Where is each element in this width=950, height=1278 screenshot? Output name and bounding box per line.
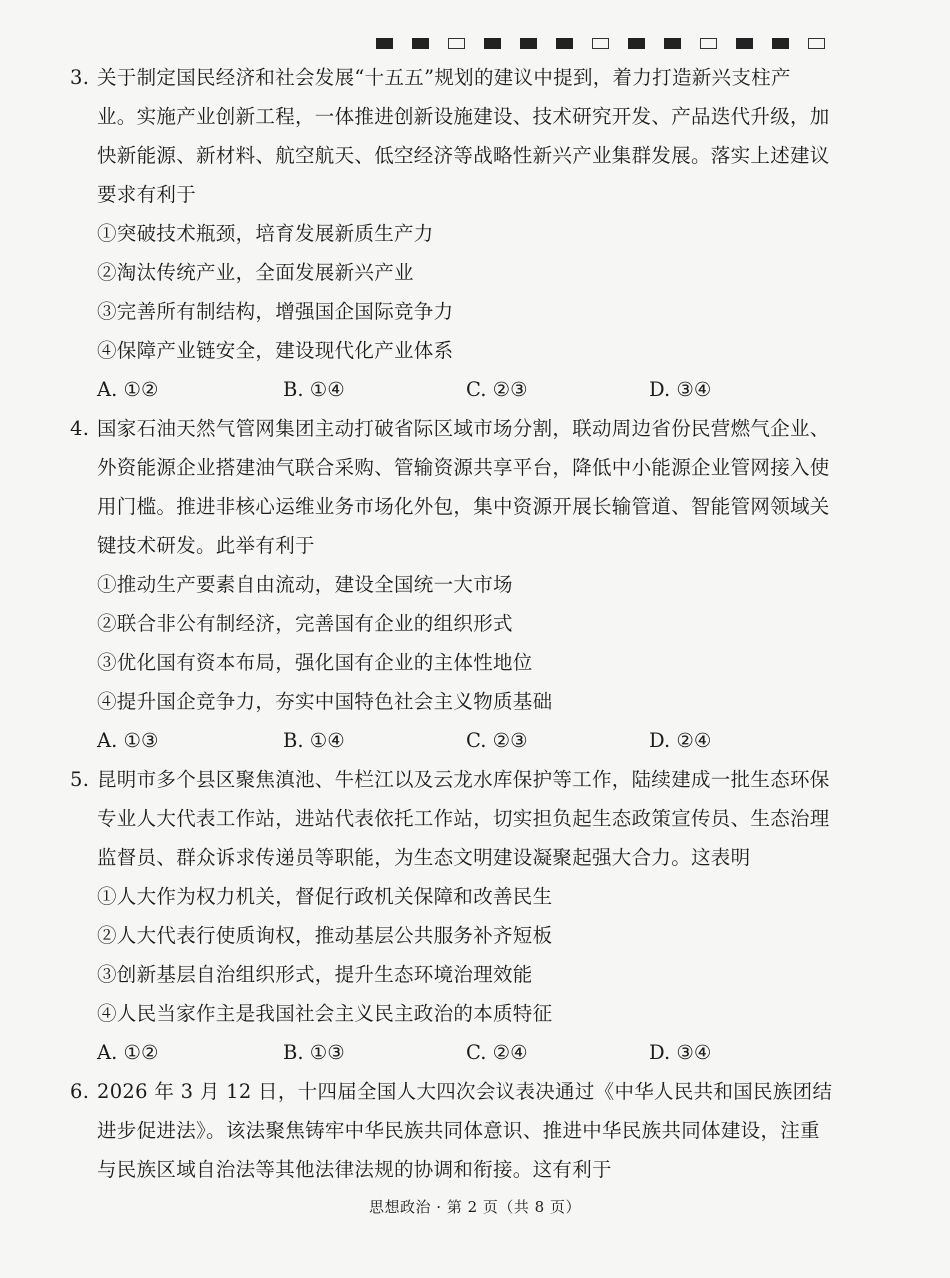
question-stem-line: 监督员、群众诉求传递员等职能，为生态文明建设凝聚起强大合力。这表明 [97, 846, 751, 869]
question-stem-line: 6. 2026 年 3 月 12 日，十四届全国人大四次会议表决通过《中华人民共和国民族团结 [70, 1072, 860, 1111]
answer-choice-c[interactable]: C. ②④ [466, 1041, 528, 1064]
question-stem-line: 业。实施产业创新工程，一体推进创新设施建设、技术研究开发、产品迭代升级，加 [97, 105, 830, 128]
option-statement: ①突破技术瓶颈，培育发展新质生产力 [97, 222, 434, 245]
option-statement: ②联合非公有制经济，完善国有企业的组织形式 [97, 612, 513, 635]
scan-mark [556, 38, 573, 49]
question-stem-line: 快新能源、新材料、航空航天、低空经济等战略性新兴产业集群发展。落实上述建议 [97, 144, 830, 167]
answer-choice-b[interactable]: B. ①③ [283, 1041, 345, 1064]
scan-mark [520, 38, 537, 49]
option-statement: ③优化国有资本布局，强化国有企业的主体性地位 [97, 651, 533, 674]
option-statement: ①人大作为权力机关，督促行政机关保障和改善民生 [97, 885, 553, 908]
scan-mark [448, 38, 465, 49]
question-stem-line: 外资能源企业搭建油气联合采购、管输资源共享平台，降低中小能源企业管网接入使 [97, 456, 830, 479]
answer-choice-d[interactable]: D. ②④ [649, 729, 712, 752]
scan-marks [376, 38, 844, 50]
option-statement: ③完善所有制结构，增强国企国际竞争力 [97, 300, 454, 323]
option-statement: ②淘汰传统产业，全面发展新兴产业 [97, 261, 414, 284]
answer-choice-b[interactable]: B. ①④ [283, 729, 345, 752]
answer-choice-c[interactable]: C. ②③ [466, 378, 528, 401]
question-number: 5. [70, 768, 90, 791]
question-stem-line: 键技术研发。此举有利于 [97, 534, 315, 557]
scan-mark [808, 38, 825, 49]
scan-mark [700, 38, 717, 49]
scan-mark [736, 38, 753, 49]
question-stem-line: 进步促进法》。该法聚焦铸牢中华民族共同体意识、推进中华民族共同体建设，注重 [97, 1119, 820, 1142]
question-stem-line: 用门槛。推进非核心运维业务市场化外包，集中资源开展长输管道、智能管网领域关 [97, 495, 830, 518]
question-number: 6. [70, 1080, 90, 1103]
question-stem-line: 专业人大代表工作站，进站代表依托工作站，切实担负起生态政策宣传员、生态治理 [97, 807, 830, 830]
option-statement: ④保障产业链安全，建设现代化产业体系 [97, 339, 454, 362]
scan-mark [412, 38, 429, 49]
option-statement: ③创新基层自治组织形式，提升生态环境治理效能 [97, 963, 533, 986]
answer-choice-a[interactable]: A. ①② [97, 378, 159, 401]
answer-choice-d[interactable]: D. ③④ [649, 1041, 712, 1064]
option-statement: ④提升国企竞争力，夯实中国特色社会主义物质基础 [97, 690, 553, 713]
question-stem-line: 要求有利于 [97, 183, 197, 206]
answer-choice-c[interactable]: C. ②③ [466, 729, 528, 752]
scan-mark [628, 38, 645, 49]
question-stem-line: 与民族区域自治法等其他法律法规的协调和衔接。这有利于 [97, 1158, 612, 1181]
scan-mark [376, 38, 393, 49]
question-stem-line: 4. 国家石油天然气管网集团主动打破省际区域市场分割，联动周边省份民营燃气企业、 [70, 409, 860, 448]
answer-choice-d[interactable]: D. ③④ [649, 378, 712, 401]
answer-choice-a[interactable]: A. ①② [97, 1041, 159, 1064]
answer-choice-b[interactable]: B. ①④ [283, 378, 345, 401]
page-footer: 思想政治 · 第 2 页（共 8 页） [369, 1198, 581, 1216]
question-number: 3. [70, 66, 90, 89]
question-number: 4. [70, 417, 90, 440]
option-statement: ②人大代表行使质询权，推动基层公共服务补齐短板 [97, 924, 553, 947]
scan-mark [484, 38, 501, 49]
scan-mark [772, 38, 789, 49]
question-stem-line: 3. 关于制定国民经济和社会发展“十五五”规划的建议中提到，着力打造新兴支柱产 [70, 58, 860, 97]
question-stem-line: 5. 昆明市多个县区聚焦滇池、牛栏江以及云龙水库保护等工作，陆续建成一批生态环保 [70, 760, 860, 799]
option-statement: ①推动生产要素自由流动，建设全国统一大市场 [97, 573, 513, 596]
scan-mark [592, 38, 609, 49]
option-statement: ④人民当家作主是我国社会主义民主政治的本质特征 [97, 1002, 553, 1025]
answer-choice-a[interactable]: A. ①③ [97, 729, 159, 752]
scan-mark [664, 38, 681, 49]
